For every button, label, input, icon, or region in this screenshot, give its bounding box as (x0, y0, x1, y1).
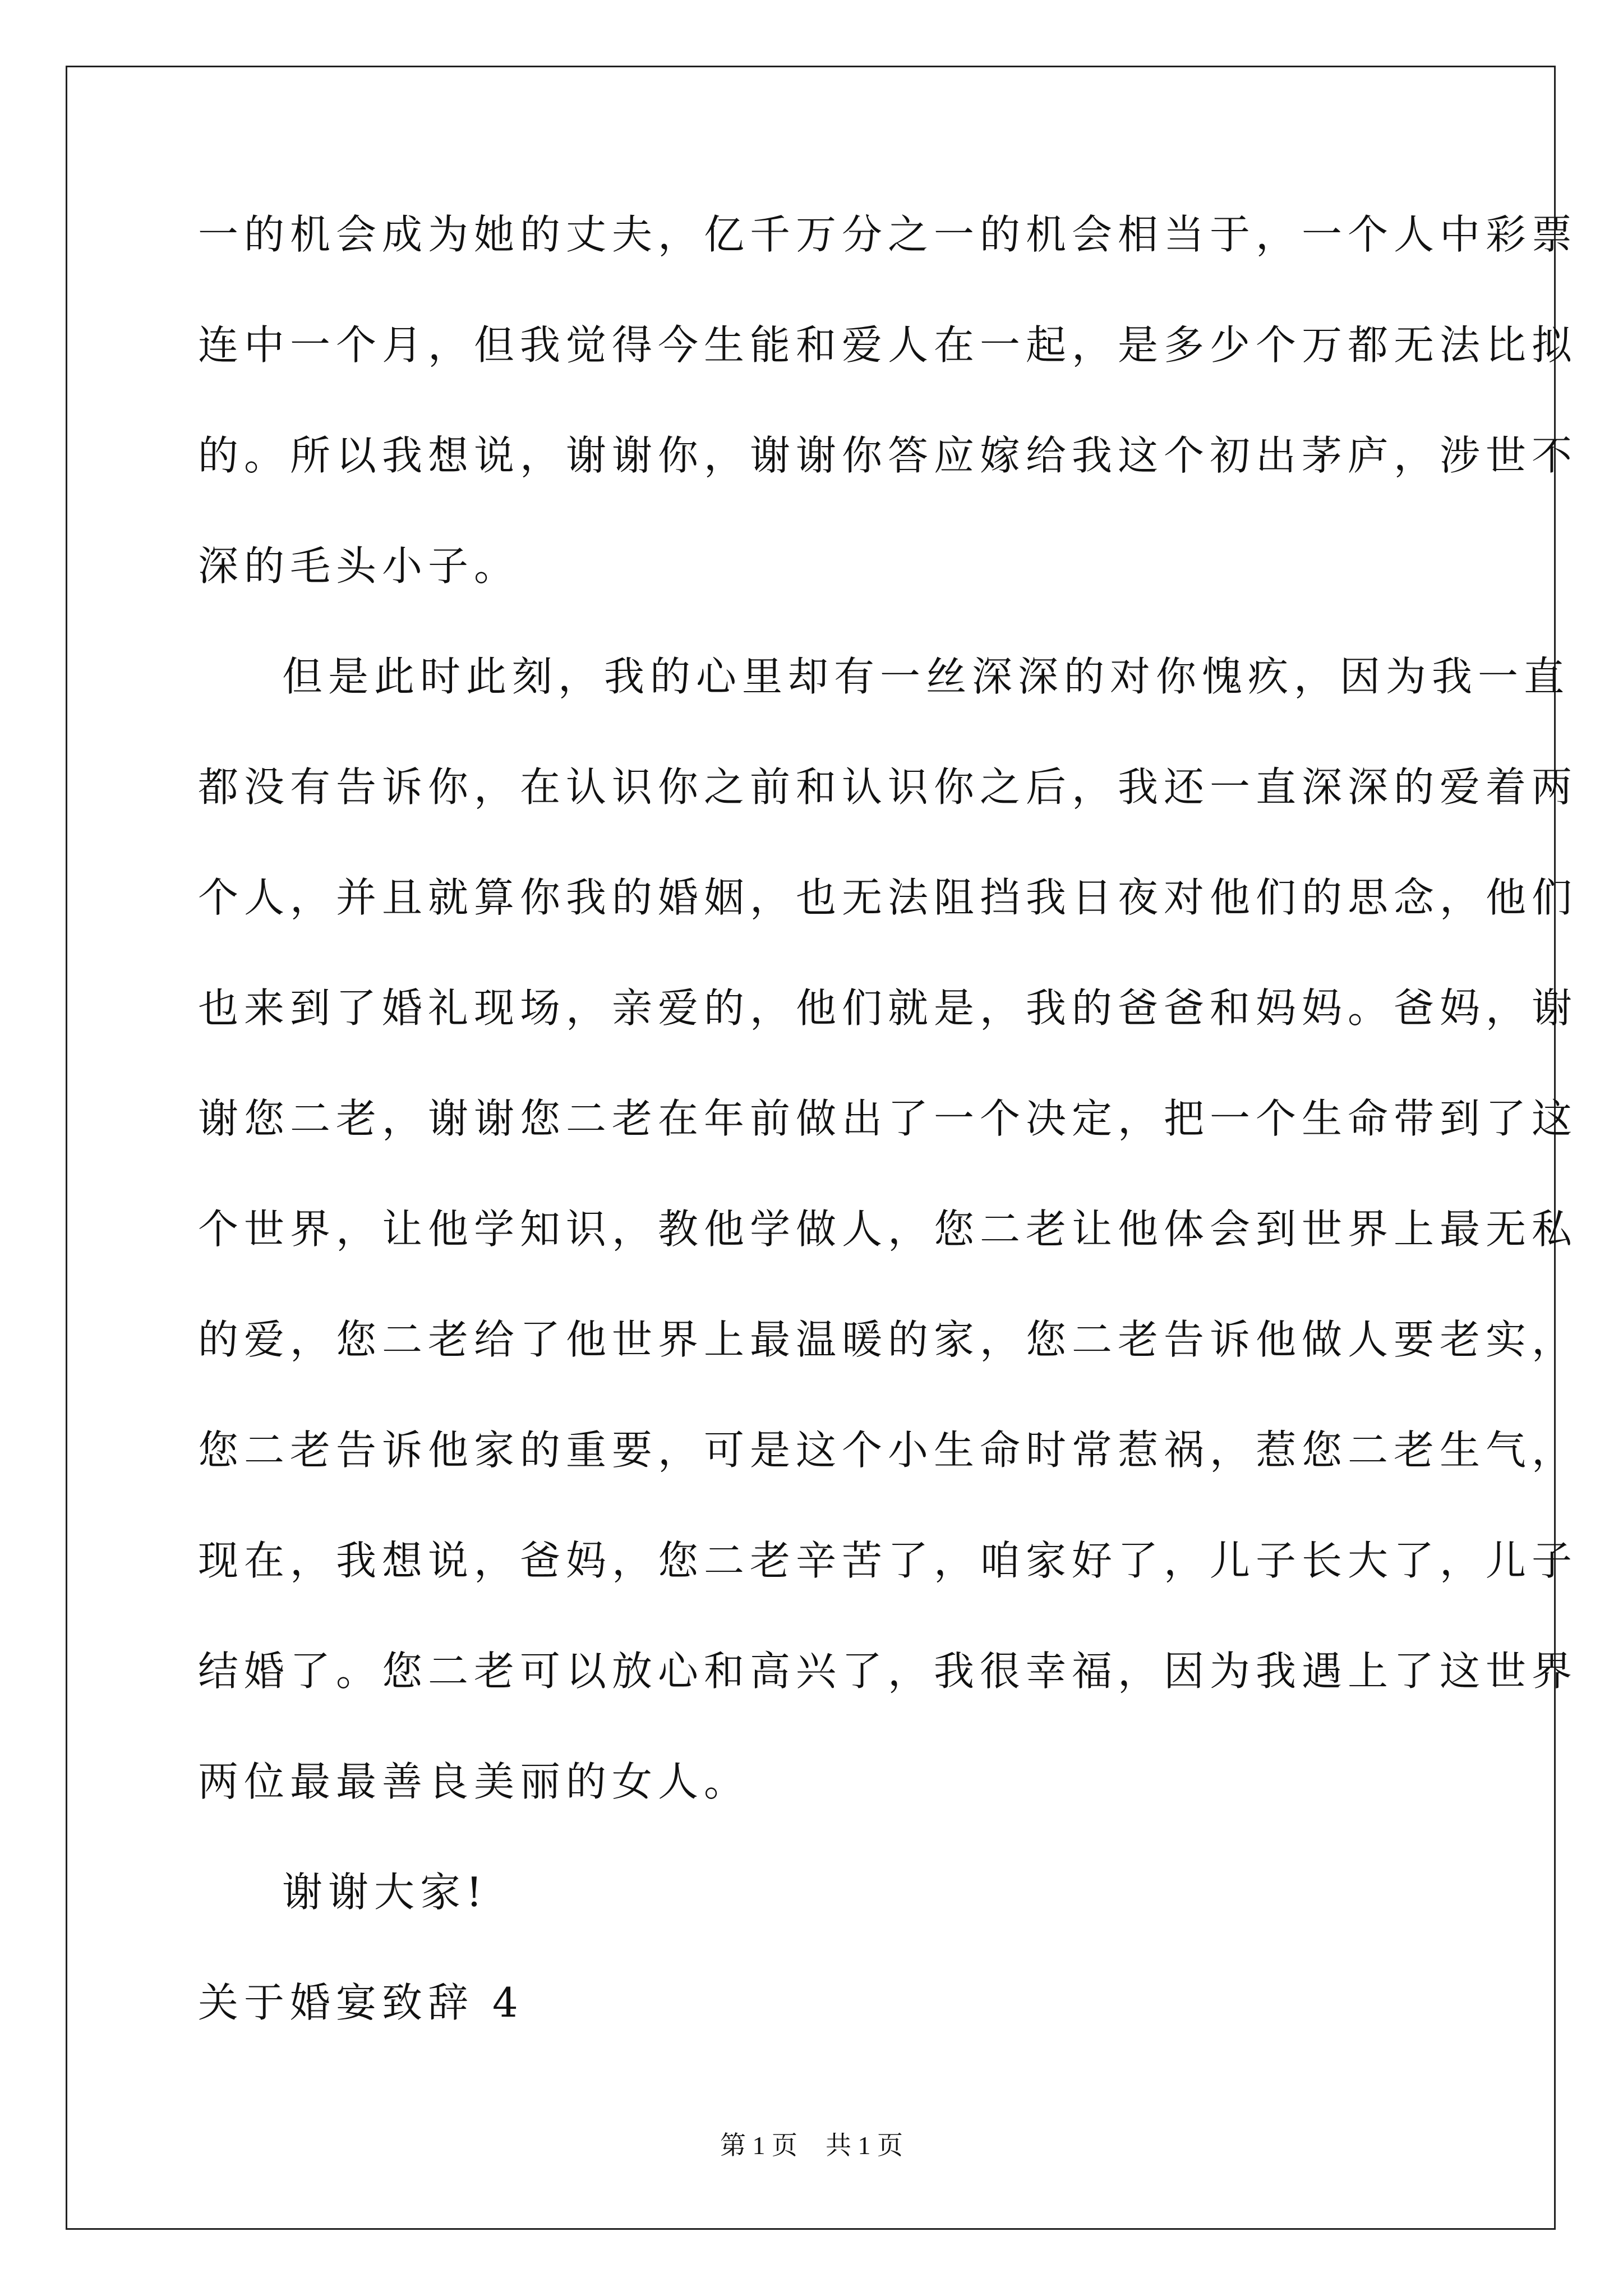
paragraph-line: 但是此时此刻，我的心里却有一丝深深的对你愧疚，因为我一直 (282, 653, 1570, 700)
paragraph-line: 两位最最善良美丽的女人。 (198, 1758, 750, 1805)
paragraph-line: 的爱，您二老给了他世界上最温暖的家，您二老告诉他做人要老实， (198, 1316, 1578, 1363)
page-total: 共 1 页 (826, 2131, 903, 2160)
paragraph-line: 您二老告诉他家的重要，可是这个小生命时常惹祸，惹您二老生气， (198, 1427, 1578, 1474)
paragraph-line: 谢您二老，谢谢您二老在年前做出了一个决定，把一个生命带到了这 (198, 1095, 1578, 1142)
paragraph-line: 个人，并且就算你我的婚姻，也无法阻挡我日夜对他们的思念，他们 (198, 874, 1578, 921)
page-number: 第 1 页 (720, 2131, 797, 2160)
paragraph-line: 连中一个月，但我觉得今生能和爱人在一起，是多少个万都无法比拟 (198, 321, 1578, 369)
paragraph-line: 个世界，让他学知识，教他学做人，您二老让他体会到世界上最无私 (198, 1205, 1578, 1253)
paragraph-line: 一的机会成为她的丈夫，亿千万分之一的机会相当于，一个人中彩票 (198, 211, 1578, 258)
document-body (198, 208, 1578, 2086)
paragraph-line: 的。所以我想说，谢谢你，谢谢你答应嫁给我这个初出茅庐，涉世不 (198, 432, 1578, 479)
section-heading: 关于婚宴致辞 4 (198, 1979, 524, 2026)
paragraph-line: 也来到了婚礼现场，亲爱的，他们就是，我的爸爸和妈妈。爸妈，谢 (198, 984, 1578, 1032)
paragraph-line: 结婚了。您二老可以放心和高兴了，我很幸福，因为我遇上了这世界 (198, 1648, 1578, 1695)
page-footer (0, 2125, 1623, 2162)
paragraph-line: 现在，我想说，爸妈，您二老辛苦了，咱家好了，儿子长大了，儿子 (198, 1537, 1578, 1584)
closing-thanks: 谢谢大家! (282, 1869, 488, 1916)
paragraph-line: 都没有告诉你，在认识你之前和认识你之后，我还一直深深的爱着两 (198, 763, 1578, 811)
paragraph-line: 深的毛头小子。 (198, 542, 520, 590)
